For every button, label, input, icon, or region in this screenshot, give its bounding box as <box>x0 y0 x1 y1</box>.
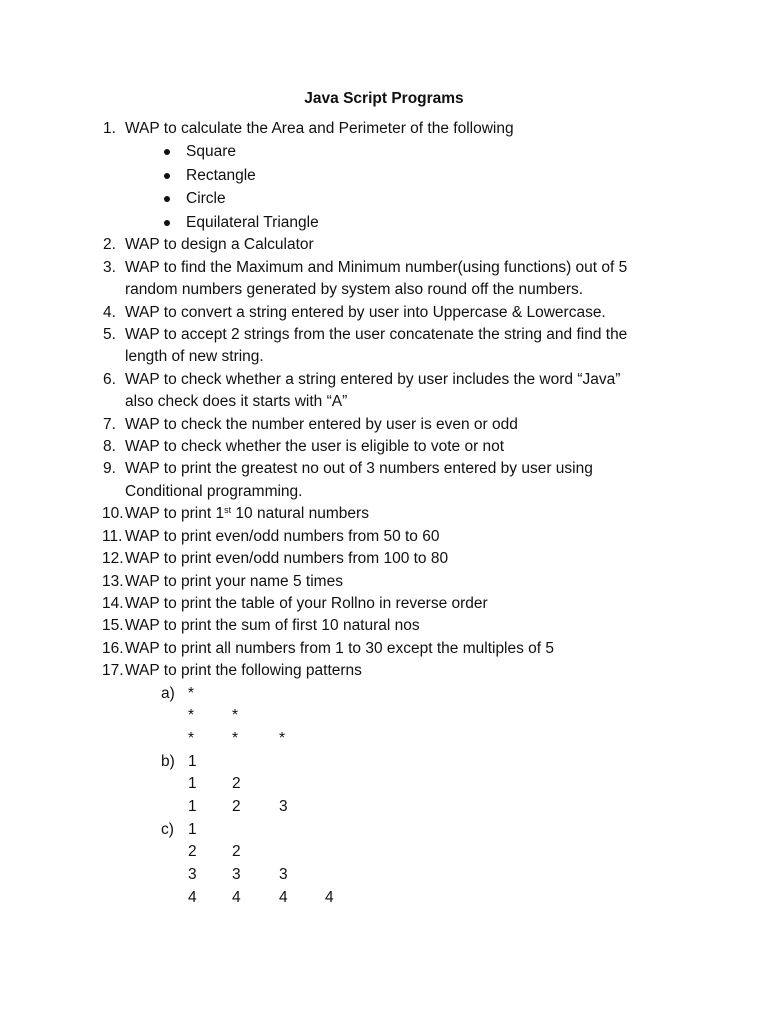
item-number: 10. <box>102 505 124 523</box>
item-text: WAP to print 1st 10 natural numbers <box>125 505 369 523</box>
pattern-cell: 3 <box>232 866 241 884</box>
item-number: 8. <box>103 438 116 456</box>
pattern-cell: 2 <box>188 843 197 861</box>
pattern-cell: 3 <box>279 797 288 815</box>
item-number: 13. <box>102 572 124 590</box>
item-text: WAP to check whether a string entered by user includes the word “Java” <box>125 370 621 388</box>
bullet-item: Circle <box>0 187 768 211</box>
pattern-row <box>0 841 768 864</box>
list-item <box>0 660 768 682</box>
item-number: 12. <box>102 550 124 568</box>
pattern-cell: 4 <box>325 888 334 906</box>
pattern-label: c) <box>161 820 174 838</box>
item-number: 11. <box>102 527 123 545</box>
item-number: 15. <box>102 617 124 635</box>
item-text: WAP to print even/odd numbers from 100 to 80 <box>125 550 449 568</box>
pattern-cell: 4 <box>279 888 288 906</box>
pattern-cell: 4 <box>232 888 241 906</box>
pattern-row <box>0 751 768 774</box>
bullet-icon <box>164 173 170 179</box>
pattern-row <box>0 728 768 751</box>
pattern-list <box>0 683 768 910</box>
pattern-cell: * <box>232 707 239 725</box>
item-number: 4. <box>103 303 116 321</box>
pattern-cell: 2 <box>232 843 241 861</box>
list-item <box>0 571 768 593</box>
pattern-row <box>0 887 768 910</box>
pattern-row <box>0 773 768 796</box>
pattern-cell: 2 <box>232 797 241 815</box>
ordinal-suffix: st <box>224 505 232 516</box>
pattern-cell: * <box>232 729 239 747</box>
item-text-continued: also check does it starts with “A” <box>125 393 348 411</box>
list-item <box>0 414 768 436</box>
list-item <box>0 302 768 324</box>
item-text: WAP to print all numbers from 1 to 30 except the multiples of 5 <box>125 639 555 657</box>
item-text: WAP to print the greatest no out of 3 numbers entered by user using <box>125 460 593 478</box>
list-item <box>0 615 768 637</box>
item-number: 2. <box>103 236 116 254</box>
item-text-continued: length of new string. <box>125 348 264 366</box>
pattern-cell: 1 <box>188 775 197 793</box>
item-number: 3. <box>103 258 116 276</box>
pattern-row <box>0 796 768 819</box>
bullet-icon <box>164 149 170 155</box>
item-number: 9. <box>103 460 116 478</box>
item-number: 1. <box>103 120 116 137</box>
list-item <box>0 369 768 414</box>
pattern-cell: 1 <box>188 752 197 770</box>
page-title: Java Script Programs <box>304 90 464 107</box>
pattern-cell: 2 <box>232 775 241 793</box>
item-number: 5. <box>103 326 116 344</box>
item-text-continued: Conditional programming. <box>125 482 303 500</box>
list-item <box>0 458 768 503</box>
pattern-row <box>0 683 768 706</box>
item-text: WAP to convert a string entered by user into Uppercase & Lowercase. <box>125 303 606 321</box>
item-number: 14. <box>102 594 124 612</box>
item-number: 16. <box>102 639 124 657</box>
list-item <box>0 593 768 615</box>
list-item <box>0 118 768 140</box>
pattern-cell: * <box>279 729 286 747</box>
pattern-row <box>0 819 768 842</box>
list-item <box>0 638 768 660</box>
pattern-row <box>0 705 768 728</box>
list-item <box>0 548 768 570</box>
pattern-label: b) <box>161 752 175 770</box>
item-text: WAP to check the number entered by user is even or odd <box>125 415 518 433</box>
bullet-item: Rectangle <box>0 164 768 188</box>
pattern-cell: * <box>188 729 195 747</box>
bullet-item: Square <box>0 140 768 164</box>
list-item <box>0 503 768 525</box>
item-text: WAP to print your name 5 times <box>125 572 343 590</box>
item-number: 7. <box>103 415 116 433</box>
list-item <box>0 234 768 256</box>
pattern-label: a) <box>161 684 175 702</box>
pattern-cell: 4 <box>188 888 197 906</box>
list-item <box>0 257 768 302</box>
item-text: WAP to calculate the Area and Perimeter of the following <box>125 120 514 137</box>
item-text: WAP to print the sum of first 10 natural nos <box>125 617 420 635</box>
pattern-cell: 1 <box>188 797 197 815</box>
list-item <box>0 324 768 369</box>
item-text: WAP to find the Maximum and Minimum number(using functions) out of 5 <box>125 258 628 276</box>
pattern-cell: 3 <box>188 866 197 884</box>
pattern-cell: 3 <box>279 866 288 884</box>
item-number: 6. <box>103 370 116 388</box>
pattern-cell: * <box>188 707 195 725</box>
item-text: WAP to design a Calculator <box>125 236 314 254</box>
item-text: WAP to print the table of your Rollno in reverse order <box>125 594 488 612</box>
bullet-icon <box>164 220 170 226</box>
list-item <box>0 526 768 548</box>
pattern-cell: 1 <box>188 820 197 838</box>
list-item <box>0 436 768 458</box>
pattern-row <box>0 864 768 887</box>
item-text: WAP to check whether the user is eligible to vote or not <box>125 438 505 456</box>
pattern-cell: * <box>188 684 195 702</box>
program-list <box>0 118 768 909</box>
item-text-continued: random numbers generated by system also round off the numbers. <box>125 281 584 299</box>
item-text: WAP to print even/odd numbers from 50 to 60 <box>125 527 440 545</box>
item-text: WAP to print the following patterns <box>125 662 362 680</box>
item-text: WAP to accept 2 strings from the user concatenate the string and find the <box>125 326 628 344</box>
bullet-icon <box>164 196 170 202</box>
bullet-item: Equilateral Triangle <box>0 211 768 235</box>
item-number: 17. <box>102 662 124 680</box>
shape-bullet-list <box>0 140 768 234</box>
